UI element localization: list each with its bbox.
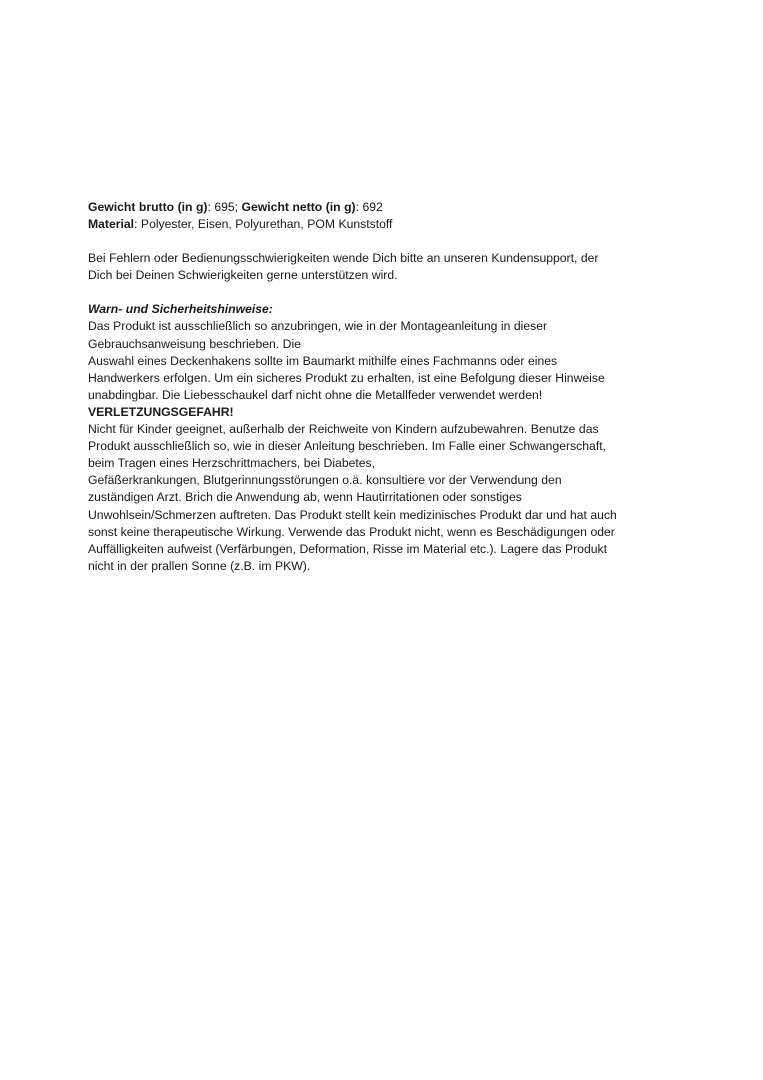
warnings-line-2: Gebrauchsanweisung beschrieben. Die	[88, 336, 301, 351]
document-text-block	[88, 199, 648, 575]
warnings-line-4: Handwerkers erfolgen. Um ein sicheres Produkt zu erhalten, ist eine Befolgung dieser Hinweise	[88, 370, 605, 385]
warnings-heading: Warn- und Sicherheitshinweise:	[88, 302, 273, 317]
warnings-line-13: Auffälligkeiten aufweist (Verfärbungen, Deformation, Risse im Material etc.). Lagere das Produkt	[88, 541, 607, 556]
warnings-line-7: Produkt ausschließlich so, wie in dieser Anleitung beschrieben. Im Falle einer Schwangerschaft,	[88, 439, 606, 454]
warnings-line-8: beim Tragen eines Herzschrittmachers, bei Diabetes,	[88, 456, 376, 471]
warnings-line-14: nicht in der prallen Sonne (z.B. im PKW).	[88, 558, 311, 573]
warnings-line-6: Nicht für Kinder geeignet, außerhalb der Reichweite von Kindern aufzubewahren. Benutze das	[88, 422, 599, 437]
weight-line	[88, 199, 648, 216]
material-value: : Polyester, Eisen, Polyurethan, POM Kunststoff	[134, 217, 393, 232]
warnings-line-3: Auswahl eines Deckenhakens sollte im Baumarkt mithilfe eines Fachmanns oder eines	[88, 353, 558, 368]
support-line-1: Bei Fehlern oder Bedienungsschwierigkeiten wende Dich bitte an unseren Kundensupport, der	[88, 251, 599, 266]
injury-warning-heading: VERLETZUNGSGEFAHR!	[88, 404, 234, 419]
material-label: Material	[88, 217, 135, 232]
specifications-paragraph	[88, 199, 648, 233]
warnings-line-1: Das Produkt ist ausschließlich so anzubringen, wie in der Montageanleitung in dieser	[88, 319, 548, 334]
weight-gross-value: : 695;	[207, 200, 242, 214]
warnings-line-5: unabdingbar. Die Liebesschaukel darf nicht ohne die Metallfeder verwendet werden!	[88, 387, 543, 402]
weight-net-value: : 692	[355, 200, 383, 214]
warnings-line-10: zuständigen Arzt. Brich die Anwendung ab, wenn Hautirritationen oder sonstiges	[88, 490, 522, 505]
support-line-2: Dich bei Deinen Schwierigkeiten gerne unterstützen wird.	[88, 268, 398, 283]
material-line	[88, 216, 648, 233]
weight-gross-label: Gewicht brutto (in g)	[88, 200, 208, 214]
warnings-line-9: Gefäßerkrankungen, Blutgerinnungsstörungen o.ä. konsultiere vor der Verwendung den	[88, 473, 562, 488]
weight-net-label: Gewicht netto (in g)	[241, 200, 356, 214]
warnings-paragraph	[88, 301, 648, 575]
support-paragraph	[88, 250, 648, 284]
warnings-line-12: sonst keine therapeutische Wirkung. Verwende das Produkt nicht, wenn es Beschädigungen oder	[88, 524, 615, 539]
warnings-line-11: Unwohlsein/Schmerzen auftreten. Das Produkt stellt kein medizinisches Produkt dar und hat auch	[88, 507, 617, 522]
